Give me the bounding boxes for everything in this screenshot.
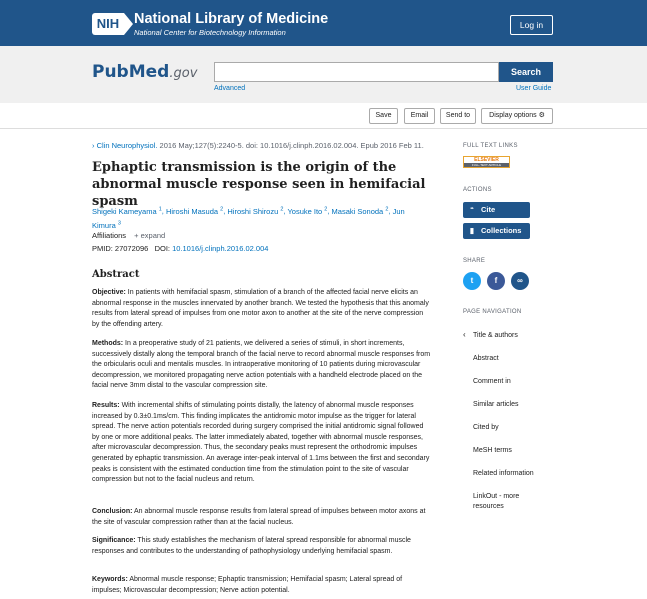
plus-icon: +	[134, 231, 139, 240]
author-affil-number[interactable]: 1	[158, 206, 162, 212]
elsevier-full-text-link[interactable]	[463, 156, 510, 168]
login-button[interactable]: Log in	[510, 15, 553, 35]
display-options-label: Display options	[489, 112, 537, 119]
chevron-right-icon: ›	[92, 141, 95, 150]
section-text: This study establishes the mechanism of lateral spread responsible for abnormal muscle responses and contributes to the understanding of pathophysiology underlying hemifacial spasm.	[92, 537, 411, 555]
bookmark-icon: ▮	[469, 226, 475, 235]
article-actions-bar	[0, 103, 647, 129]
section-label: Conclusion:	[92, 508, 133, 515]
nlm-title[interactable]: National Library of Medicine	[134, 11, 329, 27]
collections-button[interactable]	[463, 223, 530, 239]
author-link[interactable]	[92, 207, 162, 216]
journal-citation	[92, 141, 424, 150]
chevron-left-icon: ‹	[463, 330, 466, 339]
section-label: Results:	[92, 402, 120, 409]
author-name: Hiroshi Shirozu	[227, 206, 279, 216]
author-link[interactable]	[227, 207, 283, 216]
nih-logo[interactable]: NIH	[92, 13, 124, 35]
section-text: In patients with hemifacial spasm, stimulation of a branch of the affected facial nerve elicits an abnormal response in the muscles innervated by another branch. We tested the hypothesis that this anomaly results from lateral spread of impulses from one motor axon to another at the site of the nerve compression by the offending artery.	[92, 289, 429, 328]
elsevier-logo-text: ELSEVIER	[464, 157, 509, 163]
full-text-links-heading: FULL TEXT LINKS	[463, 143, 518, 149]
user-guide-link[interactable]: User Guide	[516, 85, 552, 92]
affiliations-row	[92, 231, 165, 240]
author-list: Shigeki Kameyama $^1$, Hiroshi Masuda $^2$, Hiroshi Shirozu $^2$, Yosuke Ito $^2$, Masaki Sonoda $^2$, Jun Kimura $^3$	[92, 206, 405, 230]
doi-link[interactable]: 10.1016/j.clinph.2016.02.004	[172, 244, 269, 253]
author-affil-number[interactable]: 2	[324, 206, 328, 212]
cite-button[interactable]	[463, 202, 530, 218]
abstract-results	[92, 401, 432, 486]
section-text: Abnormal muscle response; Ephaptic transmission; Hemifacial spasm; Lateral spread of impulses; Microvascular decompression; Nerve action potential.	[92, 576, 403, 594]
section-label: Methods:	[92, 340, 124, 347]
section-text: With incremental shifts of stimulating points distally, the latency of abnormal muscle responses increased by 0.3±0.1ms/cm. This finding implicates the antidromic motor impulse as the trigger for lateral spread. The nerve action potentials recorded during surgery comprised the initial antidromic signal followed by one or more additional peaks. The latter immediately abated, together with abnormal muscle responses, after microvascular decompression. Thus, the secondary peaks must represent the orthodromic impulses generated by ephaptic transmission. An average inter-peak interval of 1.1ms between the first and secondary peaks is consistent with the estimated conduction time from the stimulation point to the site of vascular compression but not to the facial nucleus and return.	[92, 402, 430, 484]
author-link[interactable]	[287, 207, 327, 216]
nav-cited-by[interactable]: Cited by	[473, 424, 499, 431]
search-band	[0, 46, 647, 103]
keywords	[92, 575, 432, 596]
author-affil-number[interactable]: 3	[117, 220, 121, 227]
quote-icon: “	[470, 205, 474, 214]
twitter-icon[interactable]: t	[463, 272, 481, 290]
section-text: In a preoperative study of 21 patients, we delivered a series of stimuli, in short increments, successively distally along the temporal branch of the facial nerve to record abnormal muscle responses from the orbicularis oculi and mentalis muscles. In intraoperative monitoring of 10 patients during microvascular decompression, we monitored propagating nerve action potentials with a handheld electrode placed on the facial nerve 3mm distal to the vascular compression site.	[92, 340, 431, 390]
pubmed-logo-gov: .gov	[169, 66, 198, 81]
author-name: Masaki Sonoda	[331, 206, 384, 216]
send-to-button[interactable]: Send to	[440, 108, 476, 124]
affiliations-label: Affiliations	[92, 231, 127, 240]
actions-heading: ACTIONS	[463, 187, 492, 193]
pubmed-logo-text: PubMed	[92, 62, 170, 82]
abstract-conclusion	[92, 507, 432, 528]
nav-linkout[interactable]: LinkOut - more resources	[473, 493, 520, 510]
abstract-objective	[92, 288, 432, 330]
identifiers-row	[92, 244, 268, 253]
elsevier-full-text-label: FULL-TEXT ARTICLE	[464, 163, 509, 167]
ncbi-subtitle: National Center for Biotechnology Information	[134, 28, 286, 37]
doi-label: DOI:	[154, 244, 170, 253]
nav-abstract[interactable]: Abstract	[473, 355, 499, 362]
expand-affiliations-button[interactable]	[134, 231, 165, 240]
collections-label: Collections	[481, 226, 522, 235]
abstract-methods	[92, 339, 432, 392]
cite-label: Cite	[481, 205, 496, 214]
abstract-significance	[92, 536, 432, 557]
author-name: Yosuke Ito	[287, 206, 323, 216]
author-affil-number[interactable]: 2	[385, 206, 389, 212]
nih-header	[0, 0, 647, 46]
section-text: An abnormal muscle response results from lateral spread of impulses between motor axons at the site of vascular compression rather than at the facial nucleus.	[92, 508, 426, 526]
page-navigation-heading: PAGE NAVIGATION	[463, 309, 522, 315]
nav-comment-in[interactable]: Comment in	[473, 378, 511, 385]
author-affil-number[interactable]: 2	[220, 206, 224, 212]
expand-label: expand	[140, 231, 166, 240]
pmid: PMID: 27072096	[92, 244, 149, 253]
search-input[interactable]	[214, 62, 499, 82]
section-label: Objective:	[92, 289, 126, 296]
journal-link[interactable]: Clin Neurophysiol.	[96, 141, 158, 150]
author-link[interactable]	[332, 207, 389, 216]
nav-title-authors[interactable]: Title & authors	[473, 332, 518, 339]
gear-icon: ⚙	[538, 112, 545, 119]
author-name: Hiroshi Masuda	[165, 206, 219, 216]
display-options-button[interactable]	[481, 108, 553, 124]
save-button[interactable]: Save	[369, 108, 398, 124]
nav-related-information[interactable]: Related information	[473, 470, 534, 477]
article-title: Ephaptic transmission is the origin of the abnormal muscle response seen in hemifacial spasm	[92, 160, 426, 209]
section-label: Keywords:	[92, 576, 128, 583]
share-heading: SHARE	[463, 258, 486, 264]
author-name: Jun Kimura	[92, 206, 405, 230]
abstract-heading: Abstract	[92, 269, 140, 280]
author-name: Shigeki Kameyama	[92, 206, 157, 216]
link-icon[interactable]: ∞	[511, 272, 529, 290]
section-label: Significance:	[92, 537, 136, 544]
facebook-icon[interactable]: f	[487, 272, 505, 290]
nav-mesh-terms[interactable]: MeSH terms	[473, 447, 512, 454]
email-button[interactable]: Email	[404, 108, 435, 124]
advanced-search-link[interactable]: Advanced	[214, 85, 246, 92]
author-link[interactable]	[166, 207, 223, 216]
author-affil-number[interactable]: 2	[280, 206, 284, 212]
nav-similar-articles[interactable]: Similar articles	[473, 401, 519, 408]
citation-details: 2016 May;127(5):2240-5. doi: 10.1016/j.clinph.2016.02.004. Epub 2016 Feb 11.	[157, 141, 424, 150]
search-button[interactable]: Search	[499, 62, 553, 82]
pubmed-logo[interactable]	[92, 62, 197, 82]
